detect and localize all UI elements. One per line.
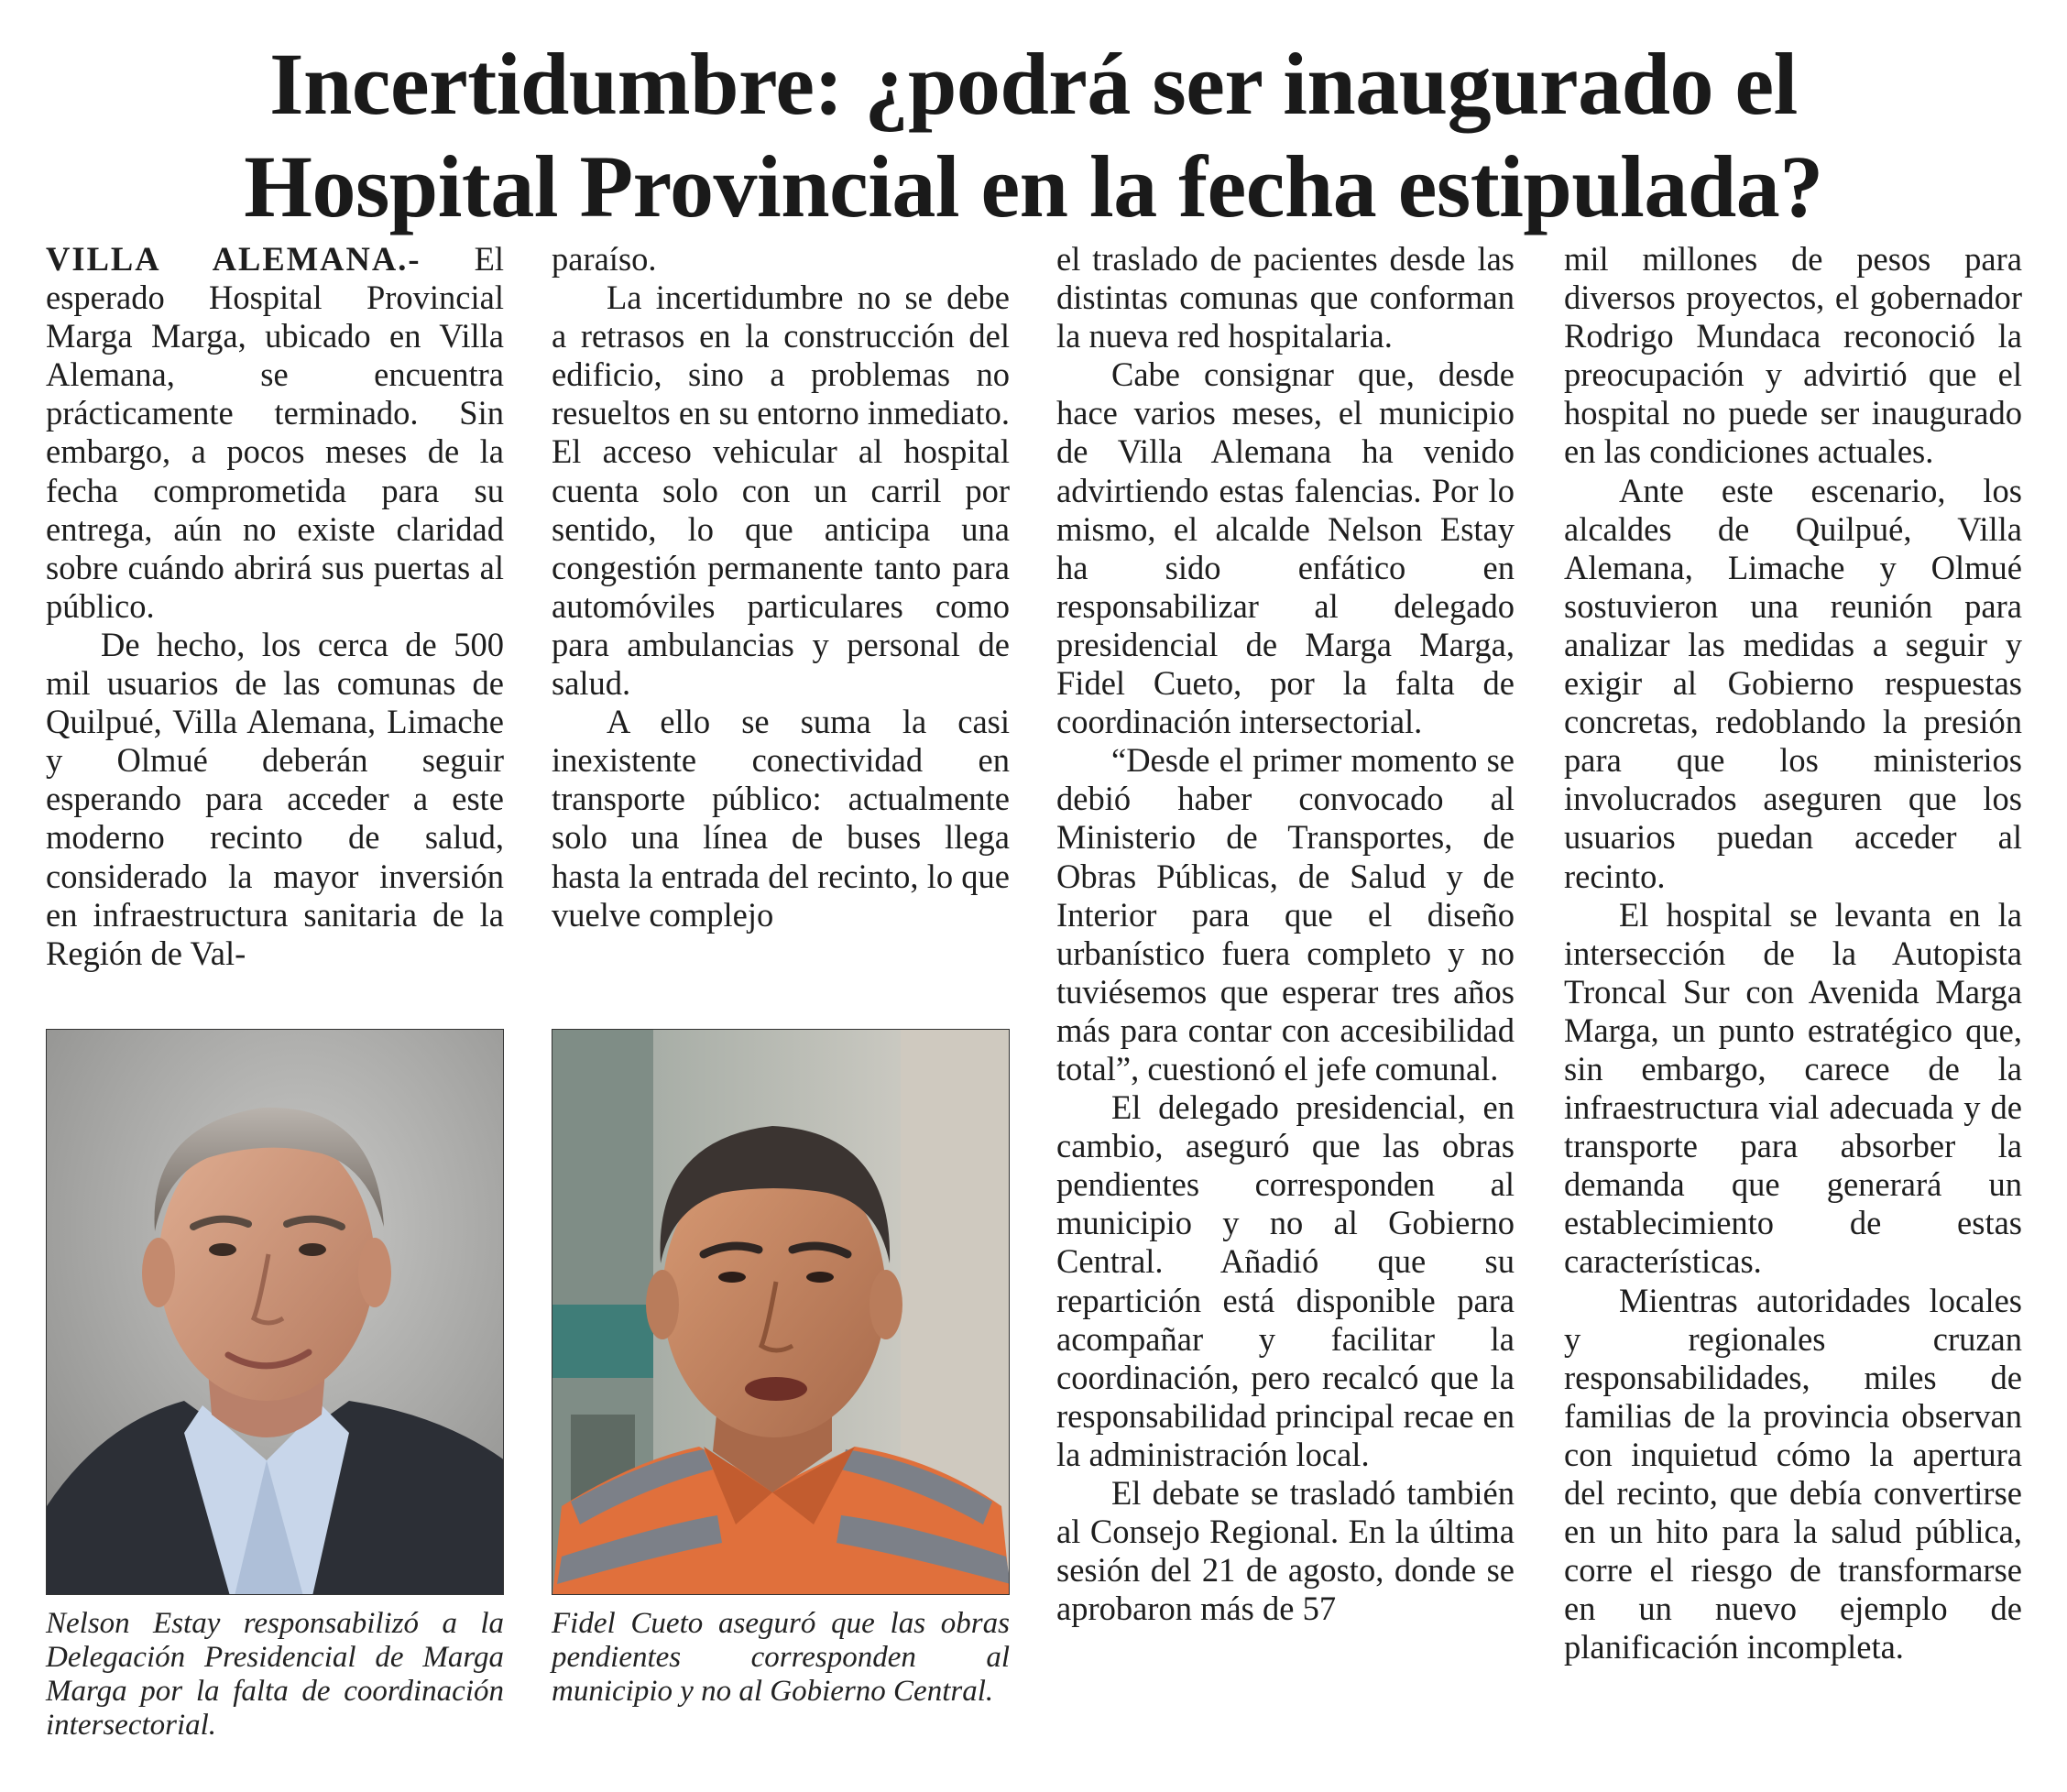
headline-line-2: Hospital Provincial en la fecha estipulada? bbox=[244, 137, 1823, 235]
article-column-1 bbox=[46, 240, 504, 973]
article-paragraph: Mientras autoridades locales y regionales cruzan responsabilidades, miles de familias de la provincia observan con inquietud cómo la apertura del recinto, que debía convertirse en un hito para la salud pública, corre el riesgo de transformarse en un nuevo ejemplo de planificación incompleta. bbox=[1564, 1281, 2022, 1666]
photo-caption-1: Nelson Estay responsabilizó a la Delegación Presidencial de Marga Marga por la falta de coordinación intersectorial. bbox=[46, 1607, 504, 1742]
article-column-4 bbox=[1564, 240, 2022, 1666]
photo-caption-2: Fidel Cueto aseguró que las obras pendientes corresponden al municipio y no al Gobierno Central. bbox=[552, 1607, 1010, 1708]
article-paragraph: mil millones de pesos para diversos proyectos, el gobernador Rodrigo Mundaca reconoció la preocupación y advirtió que el hospital no puede ser inaugurado en las condiciones actuales. bbox=[1564, 240, 2022, 471]
photo-fidel-cueto bbox=[552, 1029, 1010, 1595]
article-paragraph bbox=[46, 240, 504, 626]
article-paragraph: El delegado presidencial, en cambio, aseguró que las obras pendientes corresponden al municipio y no al Gobierno Central. Añadió que su repartición está disponible para acompañar y facilitar la coordinación, pero recalcó que la responsabilidad principal recae en la administración local. bbox=[1056, 1088, 1515, 1473]
article-paragraph: De hecho, los cerca de 500 mil usuarios de las comunas de Quilpué, Villa Alemana, Limache y Olmué deberán seguir esperando para acceder a este moderno recinto de salud, considerado la mayor inversión en infraestructura sanitaria de la Región de Val- bbox=[46, 625, 504, 972]
article-paragraph: La incertidumbre no se debe a retrasos en la construcción del edificio, sino a problemas no resueltos en su entorno inmediato. El acceso vehicular al hospital cuenta solo con un carril por sentido, lo que anticipa una congestión permanente tanto para automóviles particulares como para ambulancias y personal de salud. bbox=[552, 279, 1010, 703]
photo-nelson-estay bbox=[46, 1029, 504, 1595]
article-paragraph: Cabe consignar que, desde hace varios meses, el municipio de Villa Alemana ha venido advirtiendo estas falencias. Por lo mismo, el alcalde Nelson Estay ha sido enfático en responsabilizar al delegado presidencial de Marga Marga, Fidel Cueto, por la falta de coordinación intersectorial. bbox=[1056, 355, 1515, 741]
article-paragraph: El debate se trasladó también al Consejo Regional. En la última sesión del 21 de agosto, donde se aprobaron más de 57 bbox=[1056, 1474, 1515, 1628]
dateline: VILLA ALEMANA.- bbox=[46, 240, 421, 278]
article-paragraph: paraíso. bbox=[552, 240, 657, 278]
portrait-illustration bbox=[47, 1030, 504, 1595]
article-column-3 bbox=[1056, 240, 1515, 1628]
article-paragraph: El hospital se levanta en la intersección de la Autopista Troncal Sur con Avenida Marga Marga, un punto estratégico que, sin embargo, carece de la infraestructura vial adecuada y de transporte para absorber la demanda que generará un establecimiento de estas características. bbox=[1564, 895, 2022, 1281]
article-paragraph: Ante este escenario, los alcaldes de Quilpué, Villa Alemana, Limache y Olmué sostuvieron una reunión para analizar las medidas a seguir y exigir al Gobierno respuestas concretas, redoblando la presión para que los ministerios involucrados aseguren que los usuarios puedan acceder al recinto. bbox=[1564, 471, 2022, 895]
article-paragraph: “Desde el primer momento se debió haber convocado al Ministerio de Transportes, de Obras Públicas, de Salud y de Interior para que el diseño urbanístico fuera completo y no tuviésemos que esperar tres años más para contar con accesibilidad total”, cuestionó el jefe comunal. bbox=[1056, 741, 1515, 1087]
portrait-illustration bbox=[552, 1030, 1010, 1595]
article-column-2 bbox=[552, 240, 1010, 934]
headline-line-1: Incertidumbre: ¿podrá ser inaugurado el bbox=[269, 35, 1798, 133]
previous-page-edge bbox=[0, 0, 2067, 13]
article-paragraph: A ello se suma la casi inexistente conectividad en transporte público: actualmente solo una línea de buses llega hasta la entrada del recinto, lo que vuelve complejo bbox=[552, 703, 1010, 934]
article-paragraph: el traslado de pacientes desde las distintas comunas que conforman la nueva red hospitalaria. bbox=[1056, 240, 1515, 355]
paragraph-text: El esperado Hospital Provincial Marga Marga, ubicado en Villa Alemana, se encuentra prácticamente terminado. Sin embargo, a pocos meses de la fecha comprometida para su entrega, aún no existe claridad sobre cuándo abrirá sus puertas al público. bbox=[46, 240, 504, 625]
headline bbox=[0, 33, 2067, 238]
